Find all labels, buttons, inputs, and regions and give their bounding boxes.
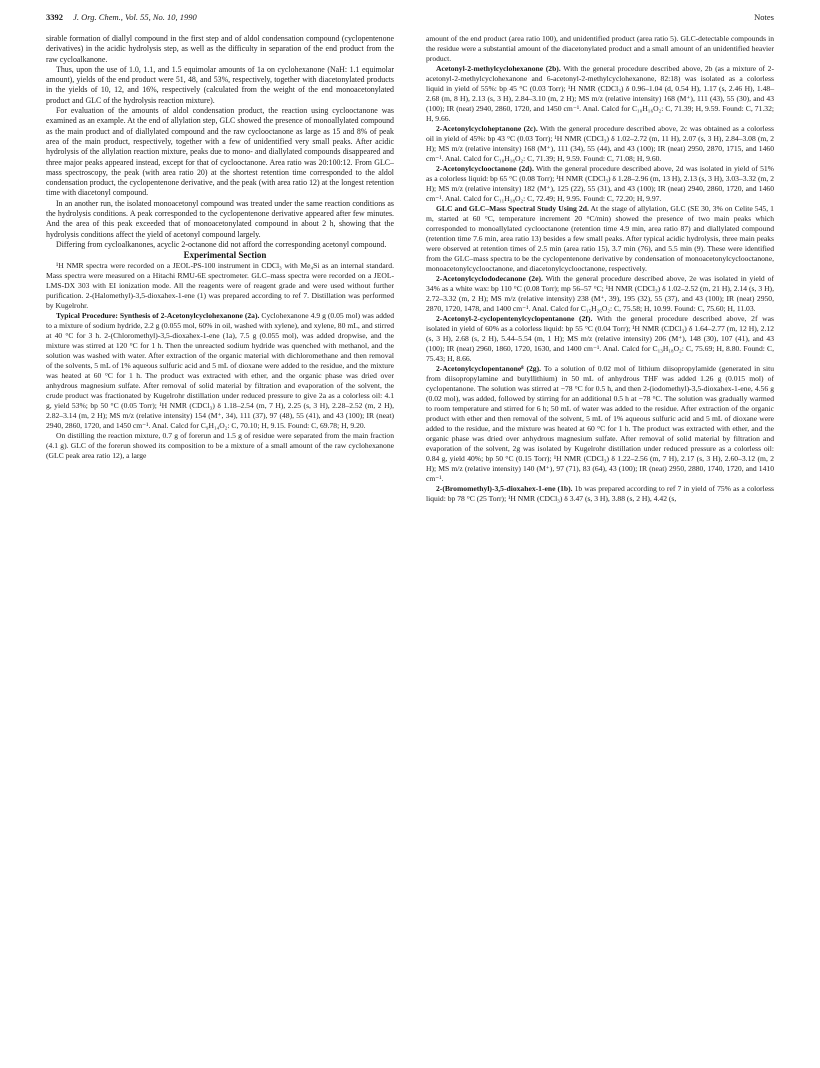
page-number: 3392 (46, 12, 63, 22)
paragraph (426, 124, 774, 164)
paragraph-lead: 2-Acetonylcycloheptanone (2c). (436, 124, 538, 133)
paragraph-text: Cyclohexanone 4.9 g (0.05 mol) was added to a mixture of sodium hydride, 2.2 g (0.055 mol, 60% in oil, washed with xylene), and xylene, 80 mL, and stirred at 40 °C for 3 h. 2-(Chloromethyl)-3,5-dioxahex-1-ene (1a), 7.5 g (0.055 mol), was added dropwise, and the mixture was stirred at 120 °C for 1 h. Then the unreacted sodium hydride was quenched with methanol, and the solution was washed with water. After extraction of the organic material with dichloromethane and then removal of the solvents, 5 mL of 1% aqueous sulfuric acid and 5 mL of dioxane were added to the residue, and the mixture was heated at 60 °C for 1 h. The product was extracted with ether, and the organic phase was dried over anhydrous magnesium sulfate. After removal of solid material by filtration and evaporation of the solvent, the crude product was fractionated by Kugelrohr distillation under reduced pressure to give 2a as a colorless oil: 4.1 g, yield 53%; bp 50 °C (0.05 Torr); ¹H NMR (CDCl₃) δ 1.18–2.54 (m, 7 H), 2.25 (s, 3 H), 2.28–2.52 (m, 2 H), 2.82–3.14 (m, 2 H); MS m/z (relative intensity) 154 (M⁺, 34), 111 (37), 97 (48), 55 (41), and 43 (100); IR (neat) 2940, 2860, 1720, and 1450 cm⁻¹. Anal. Calcd for C₉H₁₄O₂: C, 70.10; H, 9.15. Found: C, 69.78; H, 9.20. (46, 310, 394, 430)
paragraph-lead: 2-Acetonylcyclododecanone (2e). (436, 274, 543, 283)
left-column (46, 34, 394, 461)
paragraph (46, 261, 394, 311)
paragraph-lead: 2-(Bromomethyl)-3,5-dioxahex-1-ene (1b). (436, 484, 573, 493)
section-heading: Experimental Section (183, 250, 267, 261)
paragraph (46, 431, 394, 461)
paragraph-lead: 2-Acetonyl-2-cyclopentenylcyclopentanone (2f). (436, 314, 593, 323)
paragraph (426, 274, 774, 314)
paragraph-text: For evaluation of the amounts of aldol condensation product, the reaction using cyclooctanone was examined as an example. At the end of allylation step, GLC showed the presence of monoallylated compound as the main product and of diallylated compound and the raw cyclooctanone as large as 15 and 8% of peak area of the main product, respectively, together with a few of unidentified very small peaks. After acidic hydrolysis of the allylation reaction mixture, peaks due to mono- and diallylated compounds disappeared and three major peaks appeared instead, except for that of cyclooctanone. Area ratio was 20:100:12. From GLC–mass spectroscopy, the peak (with area ratio 20) at the shortest retention time corresponded to the aldol condensation product, the cyclopentenone derivative, and the peak (with area ratio 12) at the longest retention time with diacetonyl compound. (46, 106, 394, 198)
paragraph (46, 199, 394, 240)
paragraph-text: Thus, upon the use of 1.0, 1.1, and 1.5 equimolar amounts of 1a on cyclohexanone (NaH: 1.1 equimolar amount), yields of the end product were 51, 48, and 53%, respectively, together with diacetonylated products in the yields of 10, 12, and 16%, respectively (calculated from the weight of the end monoacetonylated product and GLC of the hydrolysis reaction mixture). (46, 64, 394, 105)
paragraph (46, 34, 394, 65)
paragraph-lead: 2-Acetonylcyclooctanone (2d). (436, 164, 534, 173)
paragraph (426, 314, 774, 364)
paragraph-lead: Typical Procedure: Synthesis of 2-Acetonylcyclohexanone (2a). (56, 310, 260, 320)
paragraph (46, 106, 394, 199)
right-column (426, 34, 774, 504)
paragraph (46, 311, 394, 431)
paragraph (46, 65, 394, 106)
paragraph-lead: 2-Acetonylcyclopentanone⁸ (2g). (436, 364, 542, 373)
journal-citation: J. Org. Chem., Vol. 55, No. 10, 1990 (73, 12, 197, 22)
paragraph-text: sirable formation of diallyl compound in the first step and of aldol condensation compound (cyclopentenone derivatives) in the acidic hydrolysis step, as well as the difficulty in separation of the end product from the raw cycloalkanone. (46, 34, 394, 64)
paragraph-text: amount of the end product (area ratio 100), and unidentified product (area ratio 5). GLC-detectable compounds in the residue were a substantial amount of the diacetonylated product and a small amount of an unidentified heavier product. (426, 34, 774, 63)
paragraph-text: With the general procedure described above, 2b (as a mixture of 2-acetonyl-2-methylcyclohexanone and 6-acetonyl-2-methylcyclohexanone, 82:18) was isolated as a colorless liquid in yield of 55%: bp 45 °C (0.03 Torr); ¹H NMR (CDCl₃) δ 0.96–1.04 (d, 0.54 H), 1.17 (s, 2.46 H), 1.48–2.68 (m, 8 H), 2.13 (s, 3 H), 2.84–3.10 (m, 2 H); MS m/z (relative intensity) 168 (M⁺), 111 (43), 55 (30), and 43 (100); IR (neat) 2940, 2860, 1720, and 1450 cm⁻¹. Anal. Calcd for C₁₀H₁₆O₂: C, 71.39; H, 9.59. Found: C, 71.32; H, 9.66. (426, 64, 775, 123)
paragraph-text: With the general procedure described above, 2d was isolated in yield of 51% as a colorless liquid: bp 65 °C (0.08 Torr); ¹H NMR (CDCl₃) δ 1.28–2.96 (m, 13 H), 2.13 (s, 3 H), 3.03–3.32 (m, 2 H); MS m/z (relative intensity) 182 (M⁺), 125 (22), 55 (31), and 43 (100); IR (neat) 2940, 2860, 1720, and 1460 cm⁻¹. Anal. Calcd for C₁₁H₁₈O₂: C, 72.49; H, 9.95. Found: C, 72.20; H, 9.97. (426, 164, 774, 203)
paragraph-text: 1b was prepared according to ref 7 in yield of 75% as a colorless liquid: bp 78 °C (25 Torr); ¹H NMR (CDCl₃) δ 3.47 (s, 3 H), 3.88 (s, 2 H), 4.42 (s, (426, 484, 774, 503)
paragraph-text: To a solution of 0.02 mol of lithium diisopropylamide (generated in situ from diisopropylamine and butyllithium) in 50 mL of anhydrous THF was added 1.26 g (0.015 mol) of cyclopentanone. The solution was stirred at −78 °C for 0.5 h, and then 2-(iodomethyl)-3,5-dioxahex-1-ene, 4.56 g (0.02 mol), was added, followed by stirring for an additional 0.5 h at −78 °C. The solution was gradually warmed to room temperature and stirred for 6 h; 50 mL of water was added to the residue. After extraction of the organic product with ether and then removal of the solvent, 5 mL of 1% aqueous sulfuric acid and 5 mL of dioxane were added to the residue, and the mixture was heated at 60 °C for 1 h. The product was extracted with ether, and the organic phase was dried over anhydrous magnesium sulfate. After removal of solid material by filtration and evaporation of the solvent, 2g was isolated by Kugelrohr distillation under reduced pressure as a colorless oil: 0.84 g, yield 40%; bp 50 °C (0.15 Torr); ¹H NMR (CDCl₃) δ 1.22–2.56 (m, 7 H), 2.17 (s, 3 H), 2.60–3.12 (m, 2 H); MS m/z (relative intensity) 140 (M⁺), 97 (71), 83 (64), 43 (100); IR (neat) 2950, 2880, 1740, 1720, and 1410 cm⁻¹. (426, 364, 775, 483)
running-header (46, 10, 774, 24)
paragraph-text: In an another run, the isolated monoacetonyl compound was treated under the same reaction conditions as the hydrolysis conditions. A peak corresponded to the cyclopentenone derivative appeared after few minutes. And the area of this peak exceeded that of monoacetonylated compound in about 2 h, showing that the hydrolysis conditions affect the yield of acetonyl compound largely. (46, 198, 394, 239)
paragraph (426, 164, 774, 204)
paragraph-text: With the general procedure described above, 2c was obtained as a colorless oil in yield of 45%: bp 43 °C (0.03 Torr); ¹H NMR (CDCl₃) δ 1.02–2.72 (m, 11 H), 2.07 (s, 3 H), 2.84–3.08 (m, 2 H); MS m/z (relative intensity) 168 (M⁺), 111 (34), 55 (44), and 43 (100); IR (neat) 2950, 2870, 1715, and 1460 cm⁻¹. Anal. Calcd for C₁₀H₁₆O₂: C, 71.39; H, 9.59. Found: C, 71.08; H, 9.60. (426, 124, 774, 163)
paragraph (426, 204, 774, 274)
paragraph-text: With the general procedure described above, 2e was isolated in yield of 34% as a white wax: bp 110 °C (0.08 Torr); mp 56–57 °C; ¹H NMR (CDCl₃) δ 1.02–2.52 (m, 21 H), 2.14 (s, 3 H), 2.72–3.32 (m, 2 H); MS m/z (relative intensity) 238 (M⁺, 39), 195 (32), 55 (37), and 43 (100); IR (neat) 2950, 2870, 1720, 1478, and 1400 cm⁻¹. Anal. Calcd for C₁₅H₂₆O₂: C, 75.58; H, 10.99. Found: C, 75.60; H, 11.03. (426, 274, 774, 313)
paragraph (426, 64, 774, 124)
paragraph (46, 240, 394, 250)
paragraph-text: At the stage of allylation, GLC (SE 30, 3% on Celite 545, 1 m, started at 60 °C, temperature increment 20 °C/min) showed the presence of two main peaks which corresponded to monoallylated cyclooctanone (retention time 4.9 min, area ratio 87) and diallylated compound (retention time 7.6 min, area ratio 13) besides a few small peaks. After typical acidic hydrolysis, three main peaks were observed at retention times of 2.5 min (area ratio 15), 3.7 min (76), and 5.5 min (9). These were identified from the GLC–mass spectra to be the cyclopentenone derivative by condensation of monoacetonylcyclooctanone, monoacetonylcyclooctanone, and diacetonylcyclooctanone, respectively. (426, 204, 774, 273)
section-name: Notes (754, 12, 774, 22)
paragraph-lead: Acetonyl-2-methylcyclohexanone (2b). (436, 64, 561, 73)
paragraph-text: Differing from cycloalkanones, acyclic 2-octanone did not afford the corresponding acetonyl compound. (56, 239, 387, 249)
paragraph-lead: GLC and GLC–Mass Spectral Study Using 2d. (436, 204, 589, 213)
paragraph (426, 364, 774, 484)
header-left (46, 10, 197, 24)
paragraph-text: With the general procedure described above, 2f was isolated in yield of 60% as a colorless liquid: bp 55 °C (0.04 Torr); ¹H NMR (CDCl₃) δ 1.64–2.77 (m, 12 H), 2.12 (s, 3 H), 2.68 (s, 2 H), 5.44–5.54 (m, 1 H); MS m/z (relative intensity) 206 (M⁺), 148 (30), 107 (41), and 43 (100); IR (neat) 2960, 1860, 1720, 1630, and 1400 cm⁻¹. Anal. Calcd for C₁₃H₁₈O₂: C, 75.69; H, 8.80. Found: C, 75.43; H, 8.66. (426, 314, 774, 363)
paragraph (426, 34, 774, 64)
paragraph (426, 484, 774, 504)
paragraph-text: ¹H NMR spectra were recorded on a JEOL-PS-100 instrument in CDCl₃ with Me₄Si as an internal standard. Mass spectra were measured on a Hitachi RMU-6E spectrometer. GLC–mass spectra were recorded on a JEOL-LMS-DX 303 with EI ionization mode. All the reagents were of reagent grade and were used without further purification. 2-(Halomethyl)-3,5-dioxahex-1-ene (1) was prepared according to ref 7. Distillation was performed by Kugelrohr. (46, 260, 394, 310)
paragraph-text: On distilling the reaction mixture, 0.7 g of forerun and 1.5 g of residue were separated from the main fraction (4.1 g). GLC of the forerun showed its composition to be a mixture of a small amount of the raw cyclohexanone (GLC peak area ratio 12), a large (46, 430, 394, 460)
